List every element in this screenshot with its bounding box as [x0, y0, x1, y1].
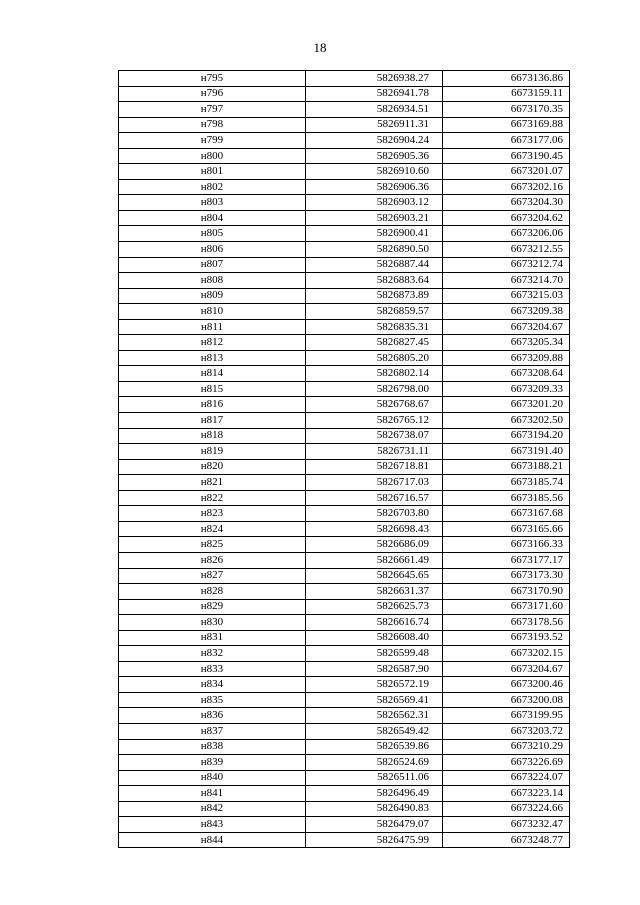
point-id-cell: н822	[119, 490, 306, 506]
point-id-cell: н814	[119, 366, 306, 382]
x-coordinate-cell: 5826768.67	[306, 397, 443, 413]
y-coordinate-cell: 6673185.56	[443, 490, 570, 506]
point-id-cell: н816	[119, 397, 306, 413]
x-coordinate-cell: 5826890.50	[306, 242, 443, 258]
table-row	[119, 148, 570, 164]
point-id-cell: н827	[119, 568, 306, 584]
x-coordinate-cell: 5826549.42	[306, 723, 443, 739]
point-id-cell: н823	[119, 506, 306, 522]
x-coordinate-cell: 5826718.81	[306, 459, 443, 475]
table-row	[119, 490, 570, 506]
x-coordinate-cell: 5826661.49	[306, 552, 443, 568]
x-coordinate-cell: 5826910.60	[306, 164, 443, 180]
x-coordinate-cell: 5826731.11	[306, 444, 443, 460]
y-coordinate-cell: 6673212.74	[443, 257, 570, 273]
table-row	[119, 723, 570, 739]
table-row	[119, 226, 570, 242]
table-row	[119, 755, 570, 771]
x-coordinate-cell: 5826645.65	[306, 568, 443, 584]
table-row	[119, 288, 570, 304]
y-coordinate-cell: 6673167.68	[443, 506, 570, 522]
x-coordinate-cell: 5826798.00	[306, 381, 443, 397]
table-row	[119, 428, 570, 444]
point-id-cell: н796	[119, 86, 306, 102]
table-row	[119, 164, 570, 180]
table-row	[119, 599, 570, 615]
x-coordinate-cell: 5826900.41	[306, 226, 443, 242]
point-id-cell: н806	[119, 242, 306, 258]
x-coordinate-cell: 5826562.31	[306, 708, 443, 724]
point-id-cell: н821	[119, 475, 306, 491]
table-row	[119, 770, 570, 786]
y-coordinate-cell: 6673204.67	[443, 661, 570, 677]
y-coordinate-cell: 6673248.77	[443, 832, 570, 848]
coordinates-table-body	[119, 71, 570, 848]
table-row	[119, 335, 570, 351]
point-id-cell: н832	[119, 646, 306, 662]
table-row	[119, 350, 570, 366]
point-id-cell: н805	[119, 226, 306, 242]
x-coordinate-cell: 5826938.27	[306, 71, 443, 87]
point-id-cell: н804	[119, 210, 306, 226]
y-coordinate-cell: 6673201.07	[443, 164, 570, 180]
table-row	[119, 832, 570, 848]
y-coordinate-cell: 6673206.06	[443, 226, 570, 242]
table-row	[119, 568, 570, 584]
point-id-cell: н825	[119, 537, 306, 553]
x-coordinate-cell: 5826827.45	[306, 335, 443, 351]
table-row	[119, 459, 570, 475]
x-coordinate-cell: 5826802.14	[306, 366, 443, 382]
x-coordinate-cell: 5826479.07	[306, 817, 443, 833]
y-coordinate-cell: 6673215.03	[443, 288, 570, 304]
table-row	[119, 381, 570, 397]
x-coordinate-cell: 5826906.36	[306, 179, 443, 195]
x-coordinate-cell: 5826490.83	[306, 801, 443, 817]
y-coordinate-cell: 6673224.07	[443, 770, 570, 786]
x-coordinate-cell: 5826904.24	[306, 133, 443, 149]
table-row	[119, 552, 570, 568]
table-row	[119, 677, 570, 693]
x-coordinate-cell: 5826511.06	[306, 770, 443, 786]
x-coordinate-cell: 5826903.12	[306, 195, 443, 211]
point-id-cell: н831	[119, 630, 306, 646]
x-coordinate-cell: 5826572.19	[306, 677, 443, 693]
y-coordinate-cell: 6673200.46	[443, 677, 570, 693]
y-coordinate-cell: 6673177.17	[443, 552, 570, 568]
table-row	[119, 319, 570, 335]
y-coordinate-cell: 6673202.50	[443, 413, 570, 429]
table-row	[119, 817, 570, 833]
y-coordinate-cell: 6673209.38	[443, 304, 570, 320]
table-row	[119, 708, 570, 724]
table-row	[119, 304, 570, 320]
point-id-cell: н843	[119, 817, 306, 833]
y-coordinate-cell: 6673204.30	[443, 195, 570, 211]
point-id-cell: н836	[119, 708, 306, 724]
y-coordinate-cell: 6673190.45	[443, 148, 570, 164]
point-id-cell: н834	[119, 677, 306, 693]
coordinates-table	[118, 70, 570, 848]
point-id-cell: н838	[119, 739, 306, 755]
point-id-cell: н807	[119, 257, 306, 273]
x-coordinate-cell: 5826873.89	[306, 288, 443, 304]
point-id-cell: н812	[119, 335, 306, 351]
point-id-cell: н797	[119, 102, 306, 118]
y-coordinate-cell: 6673209.88	[443, 350, 570, 366]
y-coordinate-cell: 6673209.33	[443, 381, 570, 397]
table-row	[119, 257, 570, 273]
y-coordinate-cell: 6673177.06	[443, 133, 570, 149]
x-coordinate-cell: 5826738.07	[306, 428, 443, 444]
point-id-cell: н808	[119, 273, 306, 289]
y-coordinate-cell: 6673188.21	[443, 459, 570, 475]
x-coordinate-cell: 5826475.99	[306, 832, 443, 848]
y-coordinate-cell: 6673214.70	[443, 273, 570, 289]
point-id-cell: н817	[119, 413, 306, 429]
table-row	[119, 739, 570, 755]
x-coordinate-cell: 5826905.36	[306, 148, 443, 164]
point-id-cell: н800	[119, 148, 306, 164]
y-coordinate-cell: 6673204.67	[443, 319, 570, 335]
x-coordinate-cell: 5826805.20	[306, 350, 443, 366]
table-row	[119, 475, 570, 491]
point-id-cell: н841	[119, 786, 306, 802]
table-row	[119, 786, 570, 802]
point-id-cell: н811	[119, 319, 306, 335]
x-coordinate-cell: 5826524.69	[306, 755, 443, 771]
x-coordinate-cell: 5826911.31	[306, 117, 443, 133]
table-row	[119, 506, 570, 522]
y-coordinate-cell: 6673171.60	[443, 599, 570, 615]
x-coordinate-cell: 5826765.12	[306, 413, 443, 429]
point-id-cell: н818	[119, 428, 306, 444]
point-id-cell: н829	[119, 599, 306, 615]
y-coordinate-cell: 6673193.52	[443, 630, 570, 646]
point-id-cell: н801	[119, 164, 306, 180]
table-row	[119, 630, 570, 646]
table-row	[119, 661, 570, 677]
x-coordinate-cell: 5826859.57	[306, 304, 443, 320]
point-id-cell: н820	[119, 459, 306, 475]
table-row	[119, 413, 570, 429]
table-row	[119, 195, 570, 211]
point-id-cell: н835	[119, 692, 306, 708]
point-id-cell: н795	[119, 71, 306, 87]
table-row	[119, 692, 570, 708]
point-id-cell: н798	[119, 117, 306, 133]
y-coordinate-cell: 6673170.90	[443, 584, 570, 600]
y-coordinate-cell: 6673185.74	[443, 475, 570, 491]
y-coordinate-cell: 6673199.95	[443, 708, 570, 724]
point-id-cell: н833	[119, 661, 306, 677]
point-id-cell: н837	[119, 723, 306, 739]
x-coordinate-cell: 5826716.57	[306, 490, 443, 506]
point-id-cell: н803	[119, 195, 306, 211]
y-coordinate-cell: 6673191.40	[443, 444, 570, 460]
x-coordinate-cell: 5826599.48	[306, 646, 443, 662]
point-id-cell: н828	[119, 584, 306, 600]
point-id-cell: н844	[119, 832, 306, 848]
y-coordinate-cell: 6673194.20	[443, 428, 570, 444]
point-id-cell: н819	[119, 444, 306, 460]
y-coordinate-cell: 6673201.20	[443, 397, 570, 413]
y-coordinate-cell: 6673178.56	[443, 615, 570, 631]
x-coordinate-cell: 5826608.40	[306, 630, 443, 646]
point-id-cell: н826	[119, 552, 306, 568]
x-coordinate-cell: 5826625.73	[306, 599, 443, 615]
table-row	[119, 521, 570, 537]
point-id-cell: н824	[119, 521, 306, 537]
y-coordinate-cell: 6673202.16	[443, 179, 570, 195]
table-row	[119, 242, 570, 258]
point-id-cell: н839	[119, 755, 306, 771]
x-coordinate-cell: 5826686.09	[306, 537, 443, 553]
x-coordinate-cell: 5826587.90	[306, 661, 443, 677]
y-coordinate-cell: 6673212.55	[443, 242, 570, 258]
point-id-cell: н802	[119, 179, 306, 195]
y-coordinate-cell: 6673202.15	[443, 646, 570, 662]
table-row	[119, 273, 570, 289]
table-row	[119, 86, 570, 102]
y-coordinate-cell: 6673170.35	[443, 102, 570, 118]
y-coordinate-cell: 6673208.64	[443, 366, 570, 382]
x-coordinate-cell: 5826835.31	[306, 319, 443, 335]
y-coordinate-cell: 6673166.33	[443, 537, 570, 553]
x-coordinate-cell: 5826934.51	[306, 102, 443, 118]
table-row	[119, 366, 570, 382]
y-coordinate-cell: 6673205.34	[443, 335, 570, 351]
y-coordinate-cell: 6673203.72	[443, 723, 570, 739]
y-coordinate-cell: 6673159.11	[443, 86, 570, 102]
y-coordinate-cell: 6673173.30	[443, 568, 570, 584]
table-row	[119, 801, 570, 817]
table-row	[119, 71, 570, 87]
table-row	[119, 133, 570, 149]
table-row	[119, 117, 570, 133]
table-row	[119, 102, 570, 118]
table-row	[119, 584, 570, 600]
y-coordinate-cell: 6673232.47	[443, 817, 570, 833]
table-row	[119, 646, 570, 662]
y-coordinate-cell: 6673200.08	[443, 692, 570, 708]
point-id-cell: н810	[119, 304, 306, 320]
point-id-cell: н842	[119, 801, 306, 817]
x-coordinate-cell: 5826569.41	[306, 692, 443, 708]
page-number: 18	[313, 40, 327, 55]
table-row	[119, 444, 570, 460]
y-coordinate-cell: 6673165.66	[443, 521, 570, 537]
x-coordinate-cell: 5826903.21	[306, 210, 443, 226]
y-coordinate-cell: 6673136.86	[443, 71, 570, 87]
y-coordinate-cell: 6673224.66	[443, 801, 570, 817]
y-coordinate-cell: 6673210.29	[443, 739, 570, 755]
y-coordinate-cell: 6673204.62	[443, 210, 570, 226]
table-row	[119, 537, 570, 553]
point-id-cell: н799	[119, 133, 306, 149]
point-id-cell: н815	[119, 381, 306, 397]
x-coordinate-cell: 5826539.86	[306, 739, 443, 755]
table-row	[119, 210, 570, 226]
point-id-cell: н809	[119, 288, 306, 304]
x-coordinate-cell: 5826941.78	[306, 86, 443, 102]
x-coordinate-cell: 5826631.37	[306, 584, 443, 600]
point-id-cell: н840	[119, 770, 306, 786]
x-coordinate-cell: 5826496.49	[306, 786, 443, 802]
x-coordinate-cell: 5826703.80	[306, 506, 443, 522]
x-coordinate-cell: 5826616.74	[306, 615, 443, 631]
y-coordinate-cell: 6673223.14	[443, 786, 570, 802]
table-row	[119, 615, 570, 631]
point-id-cell: н813	[119, 350, 306, 366]
table-row	[119, 179, 570, 195]
x-coordinate-cell: 5826887.44	[306, 257, 443, 273]
point-id-cell: н830	[119, 615, 306, 631]
y-coordinate-cell: 6673169.88	[443, 117, 570, 133]
x-coordinate-cell: 5826883.64	[306, 273, 443, 289]
x-coordinate-cell: 5826717.03	[306, 475, 443, 491]
y-coordinate-cell: 6673226.69	[443, 755, 570, 771]
table-row	[119, 397, 570, 413]
x-coordinate-cell: 5826698.43	[306, 521, 443, 537]
